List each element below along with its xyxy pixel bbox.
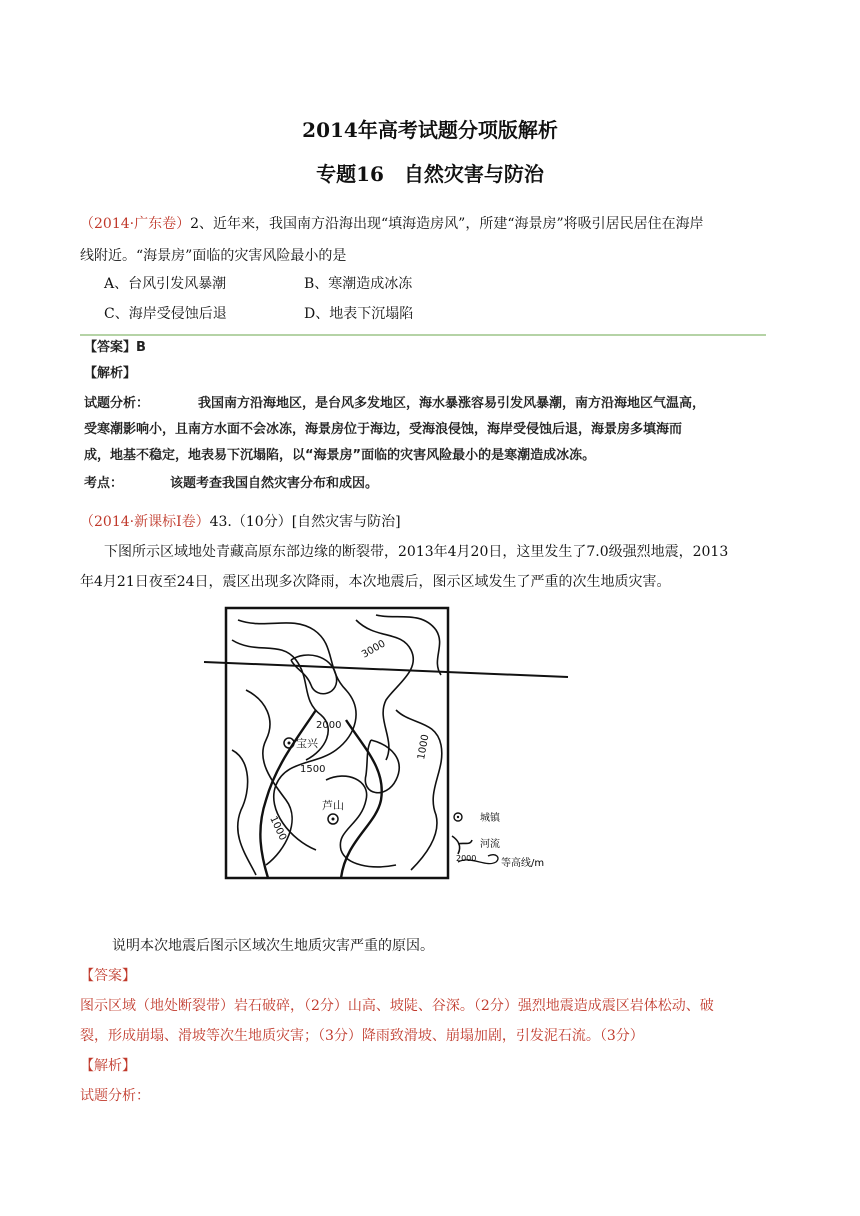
river-2 — [341, 720, 382, 878]
q2-answer-1: 图示区域（地处断裂带）岩石破碎，（2分）山高、坡陡、谷深。（2分）强烈地震造成震区岩体松动、破 — [80, 998, 714, 1014]
q1-answer: 【答案】B — [84, 340, 146, 355]
page-subtitle: 专题16 自然灾害与防治 — [316, 162, 544, 186]
q1-option-c: C、海岸受侵蚀后退 — [104, 306, 227, 322]
q2-analysis-head: 【解析】 — [80, 1058, 136, 1074]
q2-head — [80, 512, 401, 532]
q1-stem-line1 — [80, 214, 780, 234]
contour-lines — [232, 615, 442, 875]
label-1000-west: 1000 — [267, 814, 289, 843]
map-legend — [452, 811, 544, 869]
q1-option-b: B、寒潮造成冰冻 — [304, 276, 413, 292]
legend-river-icon — [452, 836, 472, 854]
q2-answer-2: 裂，形成崩塌、滑坡等次生地质灾害；（3分）降雨致滑坡、崩塌加剧，引发泥石流。（3分） — [80, 1028, 644, 1044]
legend-town-label: 城镇 — [480, 813, 500, 824]
label-2000: 2000 — [316, 720, 342, 731]
q1-analysis-head: 【解析】 — [84, 366, 137, 381]
page-title: 2014年高考试题分项版解析 — [302, 118, 558, 142]
town-baoxing-dot — [288, 742, 291, 745]
q2-head-text: 43.（10分）[自然灾害与防治] — [209, 514, 401, 530]
legend-contour-value: 2000 — [456, 854, 477, 863]
label-baoxing: 宝兴 — [296, 737, 318, 750]
q1-analysis-3: 成，地基不稳定，地表易下沉塌陷，以“海景房”面临的灾害风险最小的是寒潮造成冰冻。 — [84, 448, 596, 463]
q1-option-a: A、台风引发风暴潮 — [104, 276, 227, 292]
q1-kaodian: 该题考查我国自然灾害分布和成因。 — [170, 476, 379, 491]
q1-analysis-1: 我国南方沿海地区，是台风多发地区，海水暴涨容易引发风暴潮，南方沿海地区气温高， — [198, 396, 706, 411]
label-3000: 3000 — [360, 638, 388, 661]
contour-map — [196, 600, 576, 900]
q1-source: （2014·广东卷） — [80, 216, 191, 232]
legend-contour-label: 等高线/m — [501, 858, 545, 869]
q1-kaodian-label: 考点： — [84, 476, 124, 491]
divider — [80, 334, 766, 336]
q1-analysis-label: 试题分析： — [84, 396, 150, 411]
q1-option-d: D、地表下沉塌陷 — [304, 306, 414, 322]
q2-analysis-label: 试题分析： — [80, 1088, 150, 1104]
legend-river-label: 河流 — [480, 839, 500, 850]
fault-line — [204, 662, 568, 677]
q2-intro-2: 年4月21日夜至24日，震区出现多次降雨，本次地震后，图示区域发生了严重的次生地质灾害。 — [80, 574, 671, 590]
q1-stem-text: 2、近年来，我国南方沿海出现“填海造房风”，所建“海景房”将吸引居民居住在海岸 — [190, 216, 704, 232]
label-1000-east: 1000 — [416, 733, 432, 761]
q2-question: 说明本次地震后图示区域次生地质灾害严重的原因。 — [112, 938, 434, 954]
town-lushan-dot — [332, 818, 335, 821]
q1-stem-line2: 线附近。“海景房”面临的灾害风险最小的是 — [80, 248, 347, 264]
label-1500: 1500 — [300, 764, 326, 775]
q2-source: （2014·新课标Ⅰ卷） — [80, 514, 210, 530]
q1-answer-box — [80, 334, 766, 502]
q1-analysis-2: 受寒潮影响小，且南方水面不会冰冻，海景房位于海边，受海浪侵蚀，海岸受侵蚀后退，海景房多填海而 — [84, 422, 683, 437]
label-lushan: 芦山 — [322, 799, 344, 812]
q2-intro-1: 下图所示区域地处青藏高原东部边缘的断裂带，2013年4月20日，这里发生了7.0级强烈地震，2013 — [104, 544, 729, 560]
legend-town-icon-dot — [457, 816, 459, 818]
q2-answer-head: 【答案】 — [80, 968, 136, 984]
